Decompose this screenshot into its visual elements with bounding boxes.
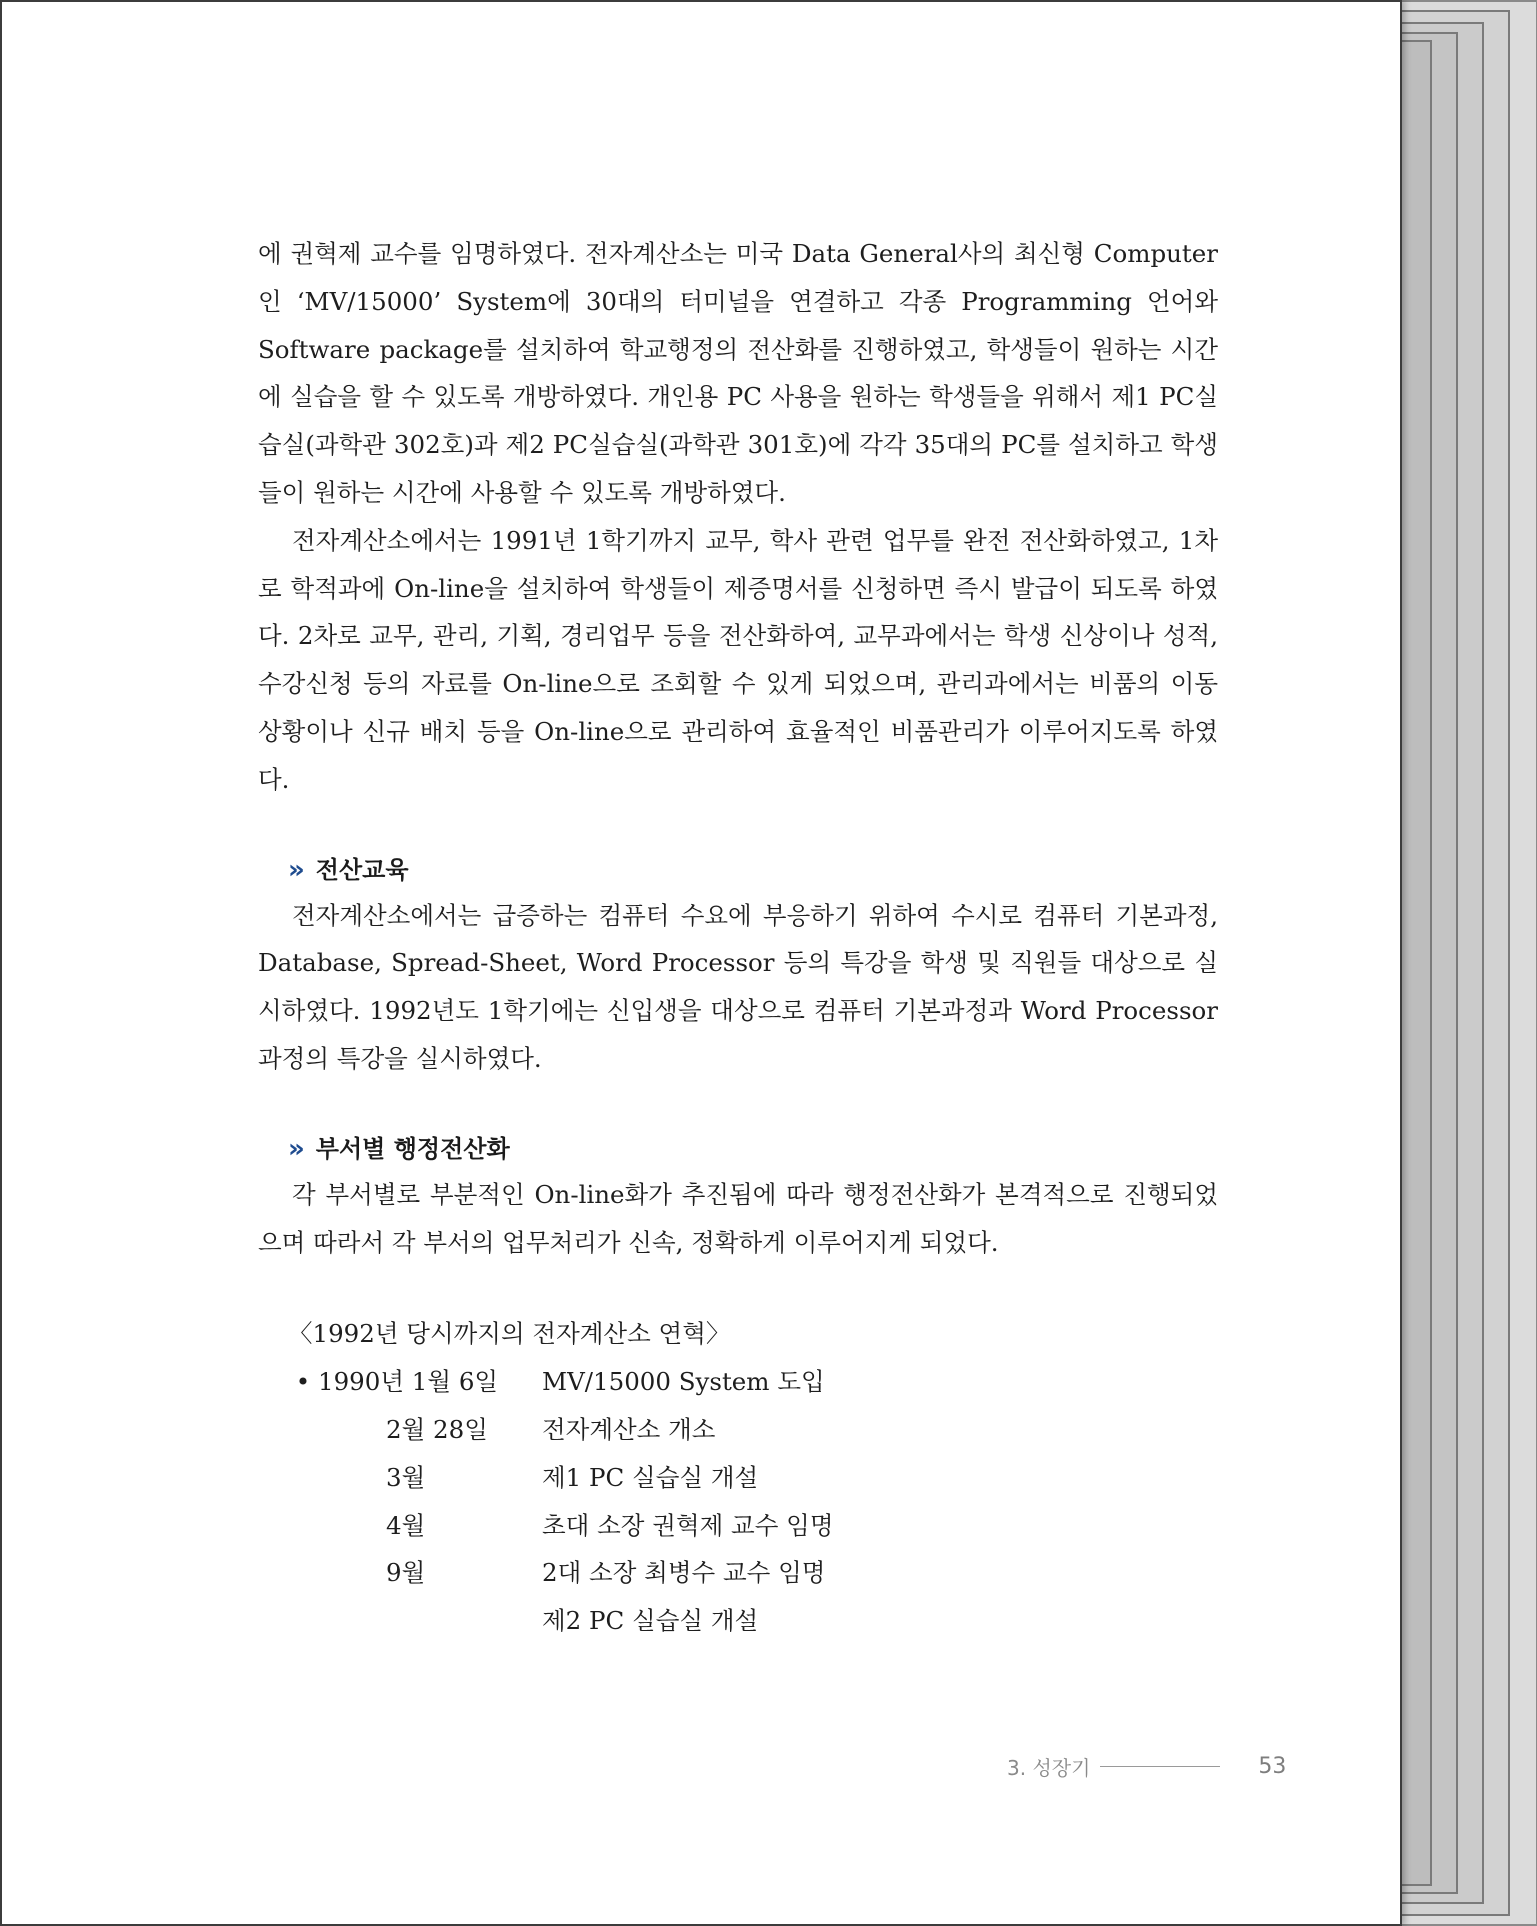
- section-heading-education: [288, 848, 1218, 892]
- chevron-right-icon: »: [288, 1133, 302, 1164]
- history-event: 초대 소장 권혁제 교수 임명: [542, 1510, 834, 1540]
- history-event: 제1 PC 실습실 개설: [542, 1462, 759, 1492]
- paragraph-education: 전자계산소에서는 급증하는 컴퓨터 수요에 부응하기 위하여 수시로 컴퓨터 기본과정, Database, Spread-Sheet, Word Processor 등의 특강을 학생 및 직원들 대상으로 실시하였다. 1992년도 1학기에는 신입생을 대상으로 컴퓨터 기본과정과 Word Processor 과정의 특강을 실시하였다.: [258, 900, 1218, 1073]
- history-event: MV/15000 System 도입: [542, 1367, 825, 1397]
- bullet: [288, 1597, 318, 1645]
- history-date: 3월: [386, 1462, 426, 1492]
- section-title: 전산교육: [315, 855, 409, 884]
- chevron-right-icon: »: [288, 854, 302, 885]
- history-row: [288, 1597, 1218, 1645]
- bullet: [288, 1502, 318, 1550]
- history-event: 제2 PC 실습실 개설: [542, 1606, 759, 1636]
- history-row: [288, 1406, 1218, 1454]
- bullet: [288, 1406, 318, 1454]
- paragraph-intro: 에 권혁제 교수를 임명하였다. 전자계산소는 미국 Data General사의 최신형 Computer인 ‘MV/15000’ System에 30대의 터미널을 연결하고 각종 Programming 언어와 Software package를 설치하여 학교행정의 전산화를 진행하였고, 학생들이 원하는 시간에 실습을 할 수 있도록 개방하였다. 개인용 PC 사용을 원하는 학생들을 위해서 제1 PC실습실(과학관 302호)과 제2 PC실습실(과학관 301호)에 각각 35대의 PC를 설치하고 학생들이 원하는 시간에 사용할 수 있도록 개방하였다.: [258, 239, 1218, 507]
- history-row: [288, 1502, 1218, 1550]
- history-event: 전자계산소 개소: [542, 1414, 716, 1444]
- page-stack-edge: [1398, 40, 1432, 1886]
- bullet: [288, 1549, 318, 1597]
- bullet: [288, 1454, 318, 1502]
- history-row: [288, 1454, 1218, 1502]
- page-footer: [1007, 1746, 1287, 1786]
- history-list: [288, 1358, 1218, 1645]
- running-section-title: 3. 성장기: [1007, 1755, 1091, 1780]
- history-date: 1990년 1월 6일: [318, 1367, 499, 1397]
- history-date: 9월: [386, 1558, 426, 1588]
- history-event: 2대 소장 최병수 교수 임명: [542, 1558, 826, 1588]
- history-row: [288, 1358, 1218, 1406]
- history-date: 4월: [386, 1510, 426, 1540]
- paragraph-admin: 각 부서별로 부분적인 On-line화가 추진됨에 따라 행정전산화가 본격적으로 진행되었으며 따라서 각 부서의 업무처리가 신속, 정확하게 이루어지게 되었다.: [258, 1179, 1218, 1257]
- history-row: [288, 1549, 1218, 1597]
- history-date: [318, 1597, 542, 1645]
- history-title: 〈1992년 당시까지의 전자계산소 연혁〉: [288, 1319, 731, 1349]
- paragraph-computerization: 전자계산소에서는 1991년 1학기까지 교무, 학사 관련 업무를 완전 전산화하였고, 1차로 학적과에 On-line을 설치하여 학생들이 제증명서를 신청하면 즉시 발급이 되도록 하였다. 2차로 교무, 관리, 기획, 경리업무 등을 전산화하여, 교무과에서는 학생 신상이나 성적, 수강신청 등의 자료를 On-line으로 조회할 수 있게 되었으며, 관리과에서는 비품의 이동 상황이나 신규 배치 등을 On-line으로 관리하여 효율적인 비품관리가 이루어지도록 하였다.: [258, 525, 1218, 794]
- section-title: 부서별 행정전산화: [315, 1134, 510, 1163]
- footer-rule: [1100, 1766, 1220, 1767]
- page-content: [258, 230, 1218, 1645]
- bullet: •: [295, 1367, 311, 1397]
- section-heading-admin: [288, 1127, 1218, 1171]
- history-date: 2월 28일: [386, 1414, 488, 1444]
- page-number: 53: [1258, 1753, 1287, 1779]
